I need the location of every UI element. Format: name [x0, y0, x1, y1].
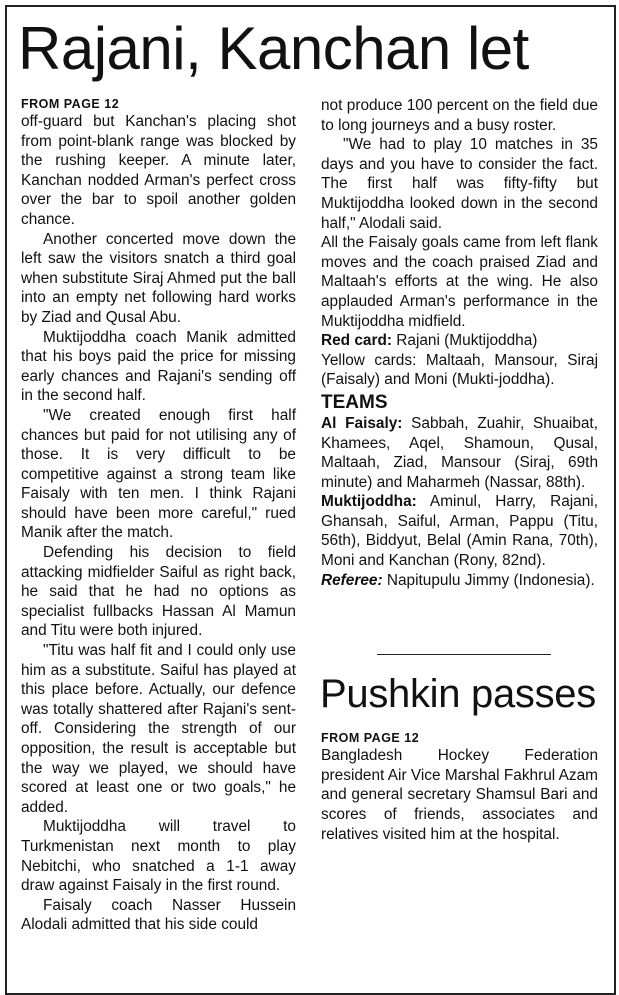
faisaly-lineup — [321, 414, 598, 492]
muktijoddha-label: Muktijoddha: — [321, 493, 417, 511]
headline: Rajani, Kanchan let — [18, 15, 529, 82]
red-card-label: Red card: — [321, 332, 392, 350]
referee-line — [321, 571, 598, 591]
muktijoddha-lineup — [321, 492, 598, 570]
article-paragraph: All the Faisaly goals came from left flank moves and the coach praised Ziad and Maltaah's efforts at the wing. He also applauded Arman's performance in the Muktijoddha midfield. — [321, 234, 598, 330]
from-page-label: FROM PAGE 12 — [21, 97, 120, 111]
red-card-text: Rajani (Muktijoddha) — [392, 332, 538, 350]
article-paragraph: Another concerted move down the left saw the visitors snatch a third goal when substitute Siraj Ahmed put the ball into an empty net following hard works by Ziad and Qusal Abu. — [21, 230, 296, 326]
article-paragraph: "We created enough first half chances but paid for not utilising any of those. It is very difficult to be competitive against a strong team like Faisaly with ten men. I think Rajani should have been more careful," rued Manik after the match. — [21, 406, 296, 542]
section-divider — [377, 654, 551, 655]
article-paragraph: "Titu was half fit and I could only use him as a substitute. Saiful has played at this place before. Actually, our defence was totally shattered after Rajani's sent-off. Considering the strength of our opposition, the result is acceptable but the way we played, we should have scored at least one or two goals," he added. — [21, 642, 296, 816]
referee-text: Napitupulu Jimmy (Indonesia). — [382, 571, 595, 589]
article-paragraph: "We had to play 10 matches in 35 days and you have to consider the fact. The first half was fifty-fifty but Muktijoddha looked down in the second half," Alodali said. — [321, 136, 598, 232]
yellow-cards-line: Yellow cards: Maltaah, Mansour, Siraj (Faisaly) and Moni (Mukti-joddha). — [321, 351, 598, 389]
pushkin-paragraph: Bangladesh Hockey Federation president Air Vice Marshal Fakhrul Azam and general secretary Shamsul Bari and scores of friends, associates and relatives visited him at the hospital. — [321, 747, 598, 843]
article-paragraph: Defending his decision to field attacking midfielder Saiful as right back, he said that he had no options as specialist fullbacks Hassan Al Mamun and Titu were both injured. — [21, 544, 296, 640]
right-column — [321, 96, 598, 844]
from-page-label-2: FROM PAGE 12 — [321, 731, 420, 746]
article-paragraph: not produce 100 percent on the field due to long journeys and a busy roster. — [321, 97, 598, 134]
referee-label: Referee: — [321, 571, 383, 589]
left-column — [21, 96, 296, 935]
muktijoddha-players: Aminul, Harry, Rajani, Ghansah, Saiful, Arman, Pappu (Titu, 56th), Biddyut, Belal (Amin Rana, 70th), Moni and Kanchan (Rony, 82nd). — [321, 493, 598, 570]
teams-heading: TEAMS — [321, 391, 388, 413]
article-paragraph: Muktijoddha will travel to Turkmenistan next month to play Nebitchi, who snatched a 1-1 away draw against Faisaly in the first round. — [21, 818, 296, 895]
red-card-line — [321, 331, 598, 351]
faisaly-players: Sabbah, Zuahir, Shuaibat, Khamees, Aqel, Shamoun, Qusal, Maltaah, Ziad, Mansour (Siraj, 69th minute) and Maharmeh (Nassar, 88th). — [321, 414, 598, 491]
faisaly-label: Al Faisaly: — [321, 414, 403, 432]
article-paragraph: Muktijoddha coach Manik admitted that his boys paid the price for missing early chances and Rajani's sending off in the second half. — [21, 328, 296, 405]
pushkin-headline: Pushkin passes — [320, 672, 596, 717]
article-paragraph: off-guard but Kanchan's placing shot from point-blank range was blocked by the rushing keeper. A minute later, Kanchan nodded Arman's perfect cross over the bar to spoil another golden chance. — [21, 113, 296, 228]
article-paragraph: Faisaly coach Nasser Hussein Alodali admitted that his side could — [21, 896, 296, 934]
